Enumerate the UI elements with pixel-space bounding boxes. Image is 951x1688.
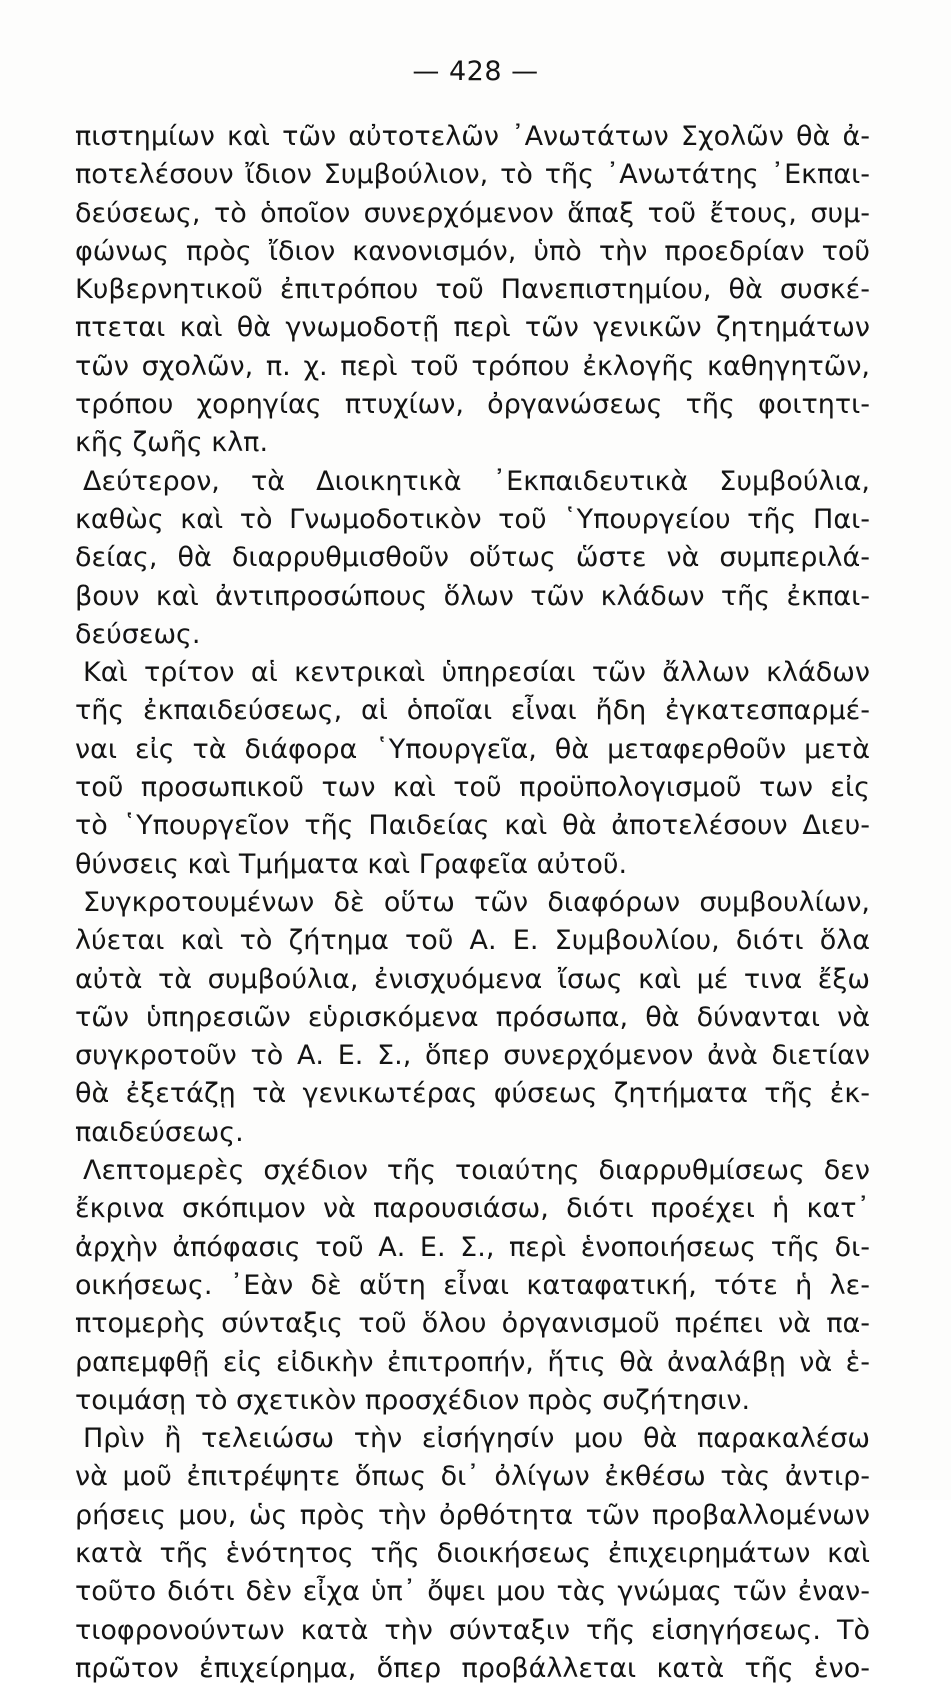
text-line: τῶν σχολῶν, π. χ. περὶ τοῦ τρόπου ἐκλογῆς καθηγητῶν, [75, 350, 870, 382]
text-line: δεύσεως, τὸ ὁποῖον συνερχόμενον ἅπαξ τοῦ ἔτους, συμ- [75, 197, 870, 229]
text-line: θὰ ἐξετάζῃ τὰ γενικωτέρας φύσεως ζητήματα τῆς ἐκ- [75, 1078, 870, 1110]
text-line: ναι εἰς τὰ διάφορα ῾Υπουργεῖα, θὰ μεταφερθοῦν μετὰ [75, 733, 870, 765]
text-line: κῆς ζωῆς κλπ. [75, 427, 269, 459]
text-line: πτομερὴς σύνταξις τοῦ ὅλου ὀργανισμοῦ πρέπει νὰ πα- [75, 1308, 870, 1340]
text-line: οικήσεως. ᾿Εὰν δὲ αὕτη εἶναι καταφατική, τότε ἡ λε- [75, 1269, 870, 1301]
text-line: βουν καὶ ἀντιπροσώπους ὅλων τῶν κλάδων τῆς ἐκπαι- [75, 580, 870, 612]
text-line: τοῦτο διότι δὲν εἶχα ὑπ᾿ ὄψει μου τὰς γνώμας τῶν ἐναν- [75, 1576, 870, 1608]
text-line: λύεται καὶ τὸ ζήτημα τοῦ Α. Ε. Συμβουλίου, διότι ὅλα [75, 925, 870, 957]
text-line: φώνως πρὸς ἴδιον κανονισμόν, ὑπὸ τὴν προεδρίαν τοῦ [75, 235, 870, 267]
text-line: Πρὶν ἢ τελειώσω τὴν εἰσήγησίν μου θὰ παρακαλέσω [83, 1423, 870, 1455]
text-line: ἔκρινα σκόπιμον νὰ παρουσιάσω, διότι προέχει ἡ κατ᾿ [75, 1193, 870, 1225]
text-line: δεύσεως. [75, 618, 201, 650]
text-line: ἀρχὴν ἀπόφασις τοῦ Α. Ε. Σ., περὶ ἑνοποιήσεως τῆς δι- [75, 1231, 870, 1263]
text-line: ποτελέσουν ἴδιον Συμβούλιον, τὸ τῆς ᾿Ανωτάτης ᾿Εκπαι- [75, 159, 870, 191]
text-line: κατὰ τῆς ἑνότητος τῆς διοικήσεως ἐπιχειρημάτων καὶ [75, 1537, 870, 1569]
text-line: Λεπτομερὲς σχέδιον τῆς τοιαύτης διαρρυθμίσεως δεν [83, 1155, 870, 1187]
body-text [75, 118, 870, 1688]
text-line: Συγκροτουμένων δὲ οὕτω τῶν διαφόρων συμβουλίων, [83, 886, 870, 918]
text-line: θύνσεις καὶ Τμήματα καὶ Γραφεῖα αὐτοῦ. [75, 848, 628, 880]
text-line: πτεται καὶ θὰ γνωμοδοτῇ περὶ τῶν γενικῶν ζητημάτων [75, 312, 870, 344]
text-line: καθὼς καὶ τὸ Γνωμοδοτικὸν τοῦ ῾Υπουργείου τῆς Παι- [75, 503, 870, 535]
text-line: Δεύτερον, τὰ Διοικητικὰ ᾿Εκπαιδευτικὰ Συμβούλια, [83, 465, 870, 497]
text-line: αὐτὰ τὰ συμβούλια, ἐνισχυόμενα ἴσως καὶ μέ τινα ἔξω [75, 963, 870, 995]
text-line: τιοφρονούντων κατὰ τὴν σύνταξιν τῆς εἰσηγήσεως. Τὸ [75, 1614, 870, 1646]
text-line: Κυβερνητικοῦ ἐπιτρόπου τοῦ Πανεπιστημίου, θὰ συσκέ- [75, 274, 870, 306]
text-line: νὰ μοῦ ἐπιτρέψητε ὅπως δι᾿ ὀλίγων ἐκθέσω τὰς ἀντιρ- [75, 1461, 870, 1493]
text-line: παιδεύσεως. [75, 1116, 244, 1148]
text-line: πιστημίων καὶ τῶν αὐτοτελῶν ᾿Ανωτάτων Σχολῶν θὰ ἀ- [75, 121, 870, 152]
text-line: τοιμάσῃ τὸ σχετικὸν προσχέδιον πρὸς συζήτησιν. [75, 1384, 751, 1416]
text-line: τῶν ὑπηρεσιῶν εὑρισκόμενα πρόσωπα, θὰ δύνανται νὰ [75, 1001, 870, 1033]
text-line: τῆς ἐκπαιδεύσεως, αἱ ὁποῖαι εἶναι ἤδη ἐγκατεσπαρμέ- [75, 695, 870, 727]
text-line: τὸ ῾Υπουργεῖον τῆς Παιδείας καὶ θὰ ἀποτελέσουν Διευ- [75, 810, 870, 842]
text-line: τοῦ προσωπικοῦ των καὶ τοῦ προϋπολογισμοῦ των εἰς [75, 772, 870, 804]
page-number: — 428 — [412, 56, 539, 87]
text-line: δείας, θὰ διαρρυθμισθοῦν οὕτως ὥστε νὰ συμπεριλά- [75, 542, 870, 574]
text-line: τρόπου χορηγίας πτυχίων, ὀργανώσεως τῆς φοιτητι- [75, 389, 870, 421]
text-line: Καὶ τρίτον αἱ κεντρικαὶ ὑπηρεσίαι τῶν ἄλλων κλάδων [83, 657, 870, 689]
text-line: συγκροτοῦν τὸ Α. Ε. Σ., ὅπερ συνερχόμενον ἀνὰ διετίαν [75, 1040, 870, 1072]
text-line: ραπεμφθῇ εἰς εἰδικὴν ἐπιτροπήν, ἥτις θὰ ἀναλάβῃ νὰ ἑ- [75, 1346, 870, 1378]
text-line: πρῶτον ἐπιχείρημα, ὅπερ προβάλλεται κατὰ τῆς ἑνο- [75, 1652, 870, 1684]
text-line: ρήσεις μου, ὡς πρὸς τὴν ὀρθότητα τῶν προβαλλομένων [75, 1499, 870, 1531]
